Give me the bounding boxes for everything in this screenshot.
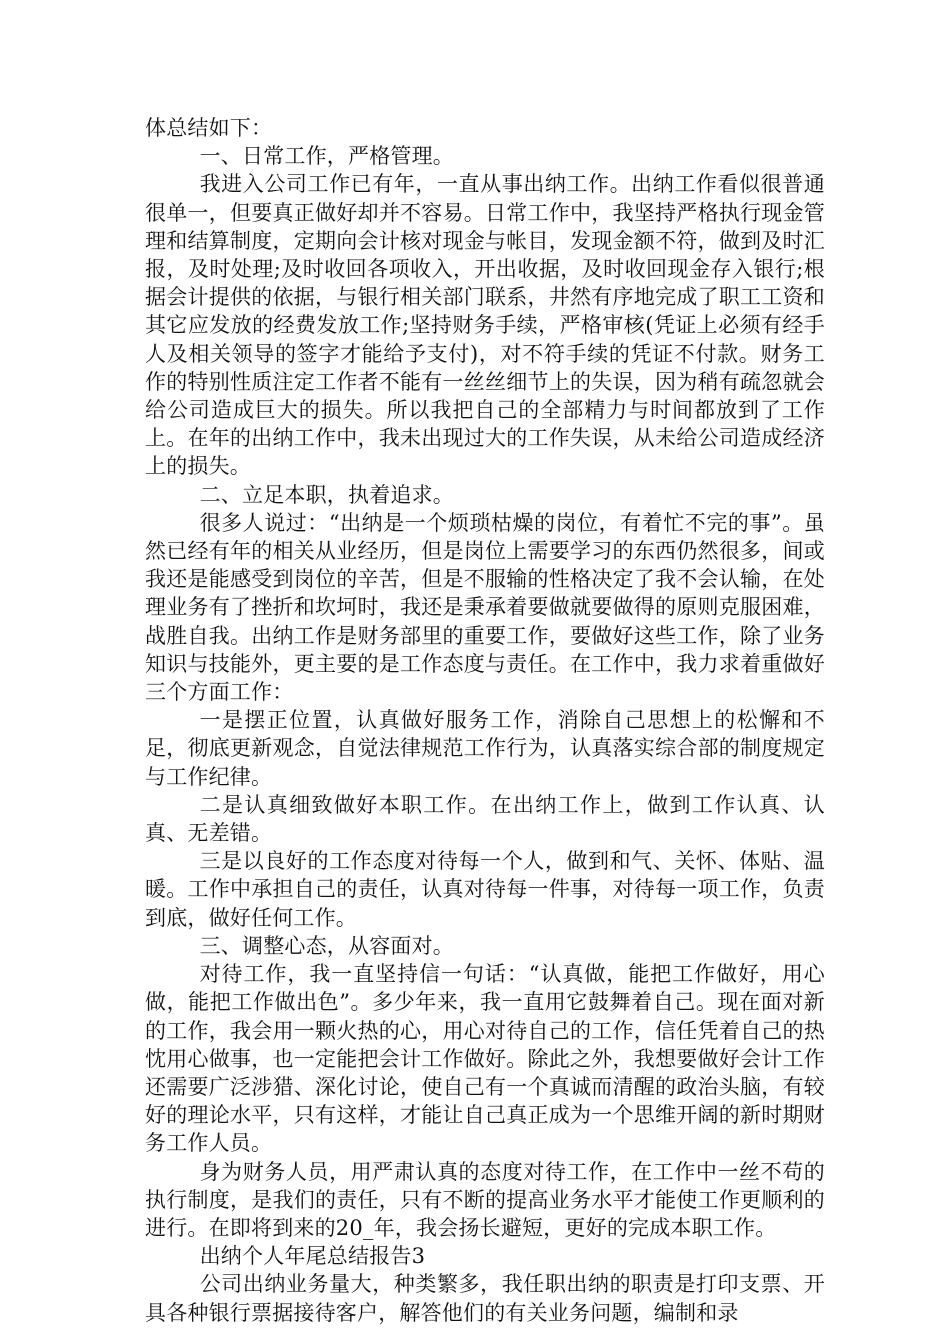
paragraph: 很多人说过：“出纳是一个烦琐枯燥的岗位，有着忙不完的事”。虽然已经有年的相关从业经历，但是岗位上需要学习的东西仍然很多，间或我还是能感受到岗位的辛苦，但是不服输的性格决定了我不会认输，在处理业务有了挫折和坎坷时，我还是秉承着要做就要做得的原则克服困难，战胜自我。出纳工作是财务部里的重要工作，要做好这些工作，除了业务知识与技能外，更主要的是工作态度与责任。在工作中，我力求着重做好三个方面工作： (145, 510, 825, 705)
paragraph: 二是认真细致做好本职工作。在出纳工作上，做到工作认真、认真、无差错。 (145, 792, 825, 846)
report-title: 出纳个人年尾总结报告3 (199, 1244, 426, 1269)
paragraph: 体总结如下： (145, 116, 273, 140)
paragraph: 对待工作，我一直坚持信一句话：“认真做，能把工作做好，用心做，能把工作做出色”。多少年来，我一直用它鼓舞着自己。现在面对新的工作，我会用一颗火热的心，用心对待自己的工作，信任凭着自己的热忱用心做事，也一定能把会计工作做好。除此之外，我想要做好会计工作还需要广泛涉猎、深化讨论，使自己有一个真诚而清醒的政治头脑，有较好的理论水平，只有这样，才能让自己真正成为一个思维开阔的新时期财务工作人员。 (145, 962, 825, 1156)
section-heading: 二、立足本职，执着追求。 (199, 482, 454, 507)
paragraph: 一是摆正位置，认真做好服务工作，消除自己思想上的松懈和不足，彻底更新观念，自觉法律规范工作行为，认真落实综合部的制度规定与工作纪律。 (145, 708, 825, 789)
section-heading: 一、日常工作，严格管理。 (199, 144, 454, 169)
section-heading: 三、调整心态，从容面对。 (199, 933, 454, 958)
paragraph: 三是以良好的工作态度对待每一个人，做到和气、关怀、体贴、温暖。工作中承担自己的责任，认真对待每一件事，对待每一项工作，负责到底，做好任何工作。 (145, 849, 825, 930)
paragraph: 公司出纳业务量大，种类繁多，我任职出纳的职责是打印支票、开具各种银行票据接待客户，解答他们的有关业务问题，编制和录 (145, 1272, 825, 1325)
paragraph: 身为财务人员，用严肃认真的态度对待工作，在工作中一丝不苟的执行制度，是我们的责任，只有不断的提高业务水平才能使工作更顺利的进行。在即将到来的20_年，我会扬长避短，更好的完成本职工作。 (145, 1159, 825, 1240)
paragraph: 我进入公司工作已有年，一直从事出纳工作。出纳工作看似很普通很单一，但要真正做好却并不容易。日常工作中，我坚持严格执行现金管理和结算制度，定期向会计核对现金与帐目，发现金额不符，做到及时汇报，及时处理;及时收回各项收入，开出收据，及时收回现金存入银行;根据会计提供的依据，与银行相关部门联系，井然有序地完成了职工工资和其它应发放的经费发放工作;坚持财务手续，严格审核(凭证上必须有经手人及相关领导的签字才能给予支付)，对不符手续的凭证不付款。财务工作的特别性质注定工作者不能有一丝丝细节上的失误，因为稍有疏忽就会给公司造成巨大的损失。所以我把自己的全部精力与时间都放到了工作上。在年的出纳工作中，我未出现过大的工作失误，从未给公司造成经济上的损失。 (145, 172, 825, 479)
document-body (145, 114, 825, 1327)
